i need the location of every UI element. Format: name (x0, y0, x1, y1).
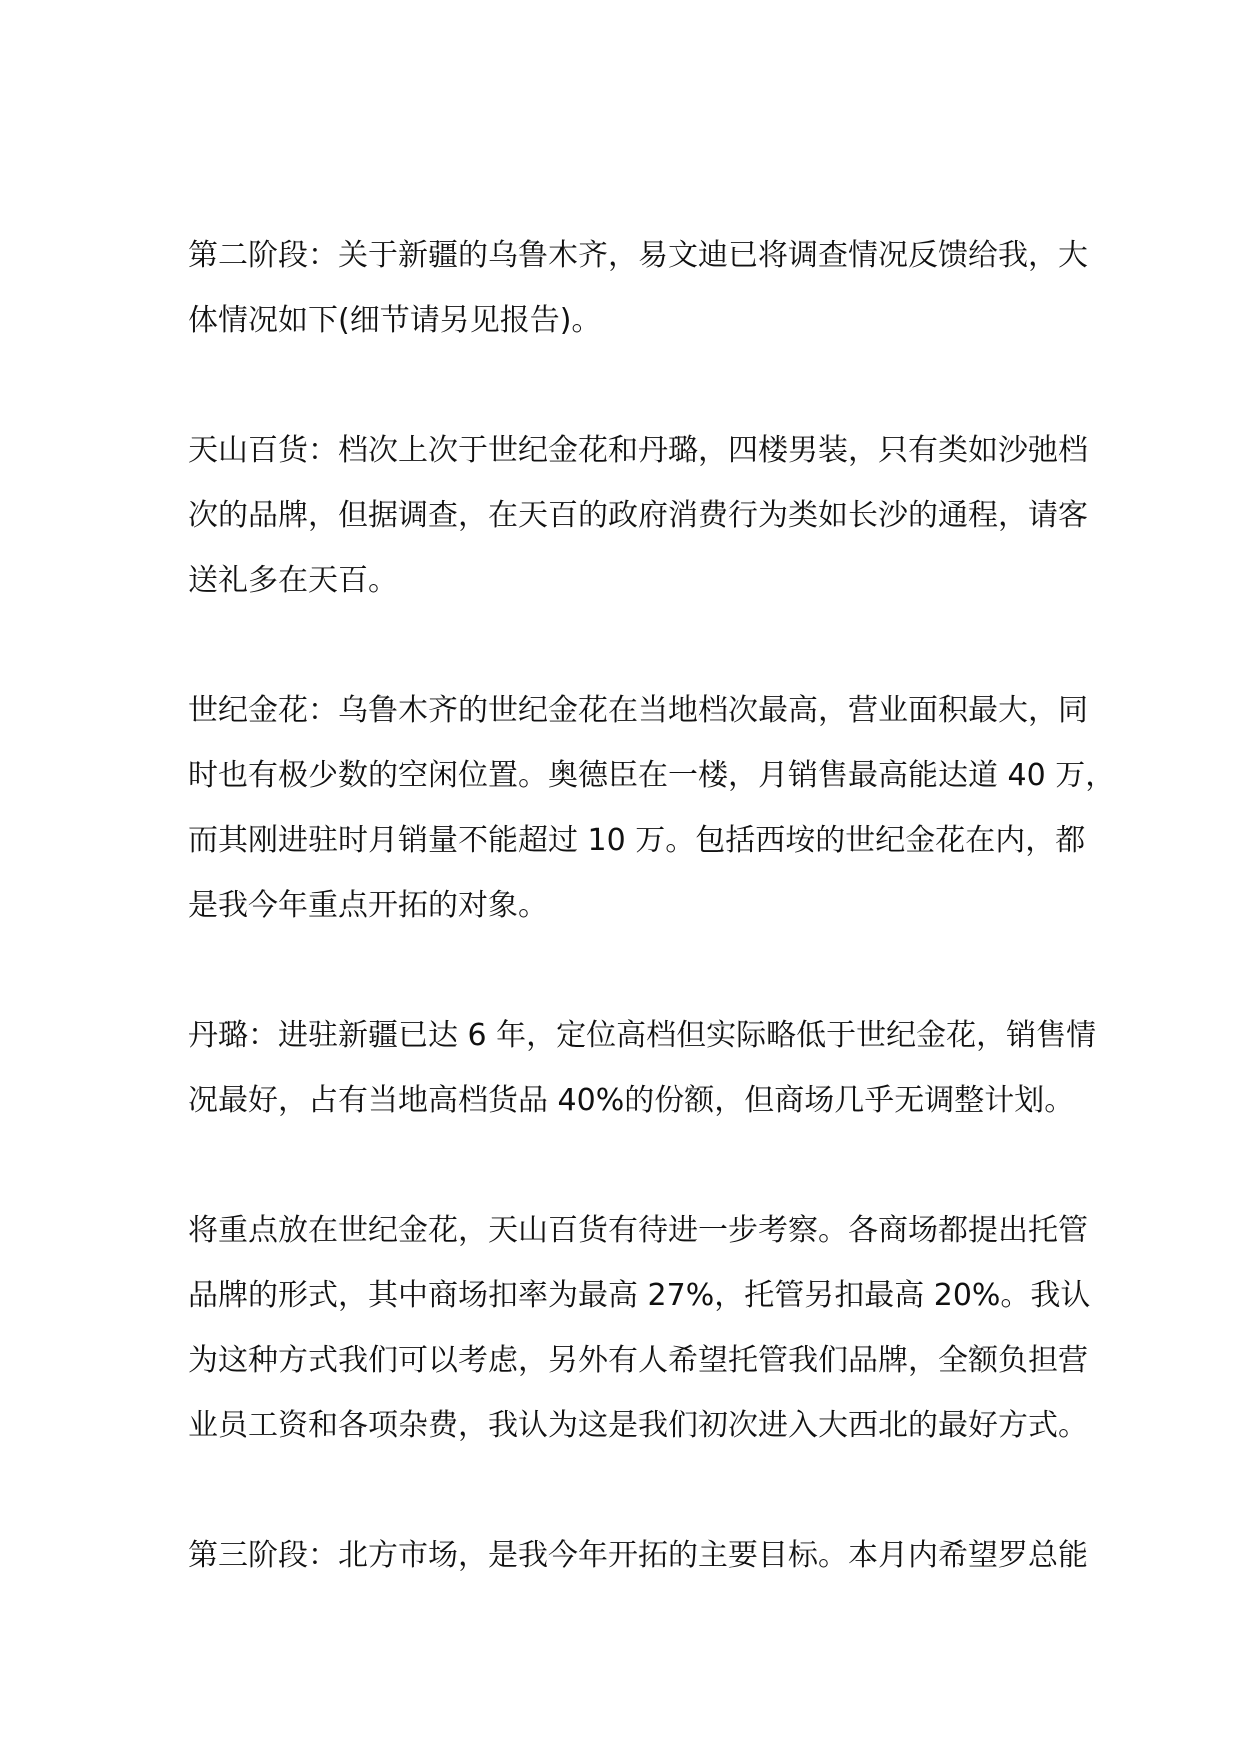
paragraph-stage-two (188, 223, 1088, 353)
text-line: 世纪金花：乌鲁木齐的世纪金花在当地档次最高，营业面积最大，同 (188, 693, 1088, 728)
text-line: 次的品牌，但据调查，在天百的政府消费行为类如长沙的通程，请客 (188, 498, 1088, 533)
text-line: 为这种方式我们可以考虑，另外有人希望托管我们品牌，全额负担营 (188, 1343, 1088, 1378)
text-line: 业员工资和各项杂费，我认为这是我们初次进入大西北的最好方式。 (188, 1408, 1088, 1443)
text-line: 体情况如下(细节请另见报告)。 (188, 303, 602, 338)
text-line: 时也有极少数的空闲位置。奥德臣在一楼，月销售最高能达道 40 万， (188, 758, 1116, 793)
text-line: 第二阶段：关于新疆的乌鲁木齐，易文迪已将调查情况反馈给我，大 (188, 238, 1088, 273)
paragraph-danlu (188, 1003, 1097, 1133)
text-line: 而其刚进驻时月销量不能超过 10 万。包括西垵的世纪金花在内，都 (188, 823, 1086, 858)
paragraph-strategy (188, 1198, 1091, 1458)
text-line: 是我今年重点开拓的对象。 (188, 888, 548, 923)
text-line: 况最好，占有当地高档货品 40%的份额，但商场几乎无调整计划。 (188, 1083, 1075, 1118)
text-line: 送礼多在天百。 (188, 563, 398, 598)
text-line: 天山百货：档次上次于世纪金花和丹璐，四楼男装，只有类如沙弛档 (188, 433, 1088, 468)
text-line: 第三阶段：北方市场，是我今年开拓的主要目标。本月内希望罗总能 (188, 1538, 1088, 1573)
text-line: 品牌的形式，其中商场扣率为最高 27%，托管另扣最高 20%。我认 (188, 1278, 1091, 1313)
text-line: 丹璐：进驻新疆已达 6 年，定位高档但实际略低于世纪金花，销售情 (188, 1018, 1097, 1053)
document-body (188, 223, 1116, 1588)
paragraph-century-golden-flower (188, 678, 1116, 938)
text-line: 将重点放在世纪金花，天山百货有待进一步考察。各商场都提出托管 (188, 1213, 1088, 1248)
paragraph-tianshan-department-store (188, 418, 1088, 613)
paragraph-stage-three (188, 1523, 1088, 1588)
